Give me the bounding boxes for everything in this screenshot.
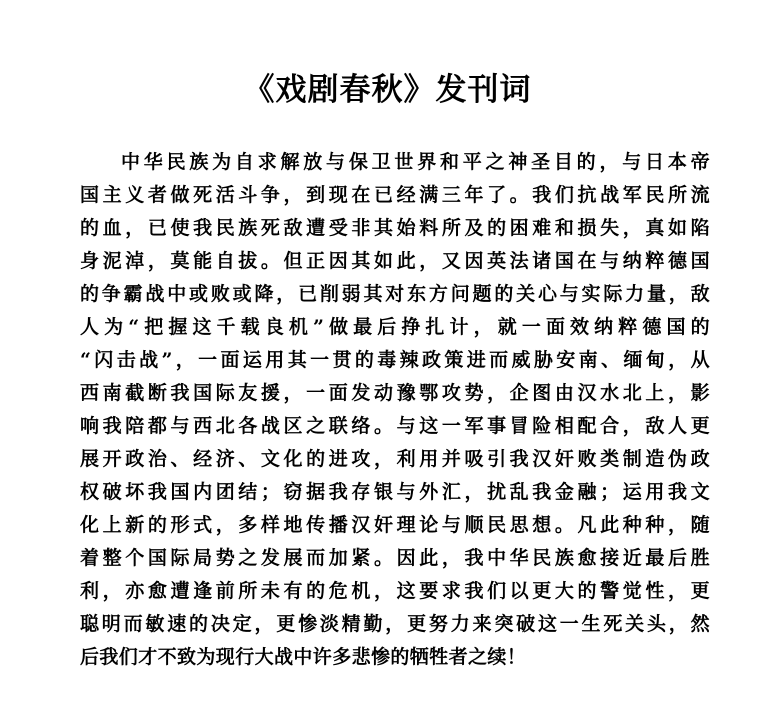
paragraph-line: 中华民族为自求解放与保卫世界和平之神圣目的，与日本帝	[121, 151, 710, 173]
body-paragraph	[80, 146, 710, 674]
paragraph-line: 化上新的形式，多样地传播汉奸理论与顺民思想。凡此种种，随	[80, 514, 710, 536]
paragraph-line: 权破坏我国内团结；窃据我存银与外汇，扰乱我金融；运用我文	[80, 481, 710, 503]
paragraph-line: 后我们才不致为现行大战中许多悲惨的牺牲者之续！	[80, 646, 527, 668]
paragraph-line: 西南截断我国际友援，一面发动豫鄂攻势，企图由汉水北上，影	[80, 382, 710, 404]
paragraph-line: 展开政治、经济、文化的进攻，利用并吸引我汉奸败类制造伪政	[80, 448, 710, 470]
paragraph-line: 利，亦愈遭逢前所未有的危机，这要求我们以更大的警觉性，更	[80, 580, 710, 602]
paragraph-line: 国主义者做死活斗争，到现在已经满三年了。我们抗战军民所流	[80, 184, 710, 206]
paragraph-line: “闪击战”，一面运用其一贯的毒辣政策进而威胁安南、缅甸，从	[80, 349, 710, 371]
document-title: 《戏剧春秋》发刊词	[243, 72, 532, 108]
paragraph-line: 的血，已使我民族死敌遭受非其始料所及的困难和损失，真如陷	[80, 217, 710, 239]
paragraph-line: 身泥淖，莫能自拔。但正因其如此，又因英法诸国在与纳粹德国	[80, 250, 710, 272]
paragraph-line: 着整个国际局势之发展而加紧。因此，我中华民族愈接近最后胜	[80, 547, 710, 569]
paragraph-line: 的争霸战中或败或降，已削弱其对东方问题的关心与实际力量，敌	[80, 283, 710, 305]
paragraph-line: 响我陪都与西北各战区之联络。与这一军事冒险相配合，敌人更	[80, 415, 710, 437]
paragraph-line: 人为“把握这千载良机”做最后挣扎计，就一面效纳粹德国的	[80, 316, 710, 338]
paragraph-line: 聪明而敏速的决定，更惨淡精勤，更努力来突破这一生死关头，然	[80, 613, 710, 635]
